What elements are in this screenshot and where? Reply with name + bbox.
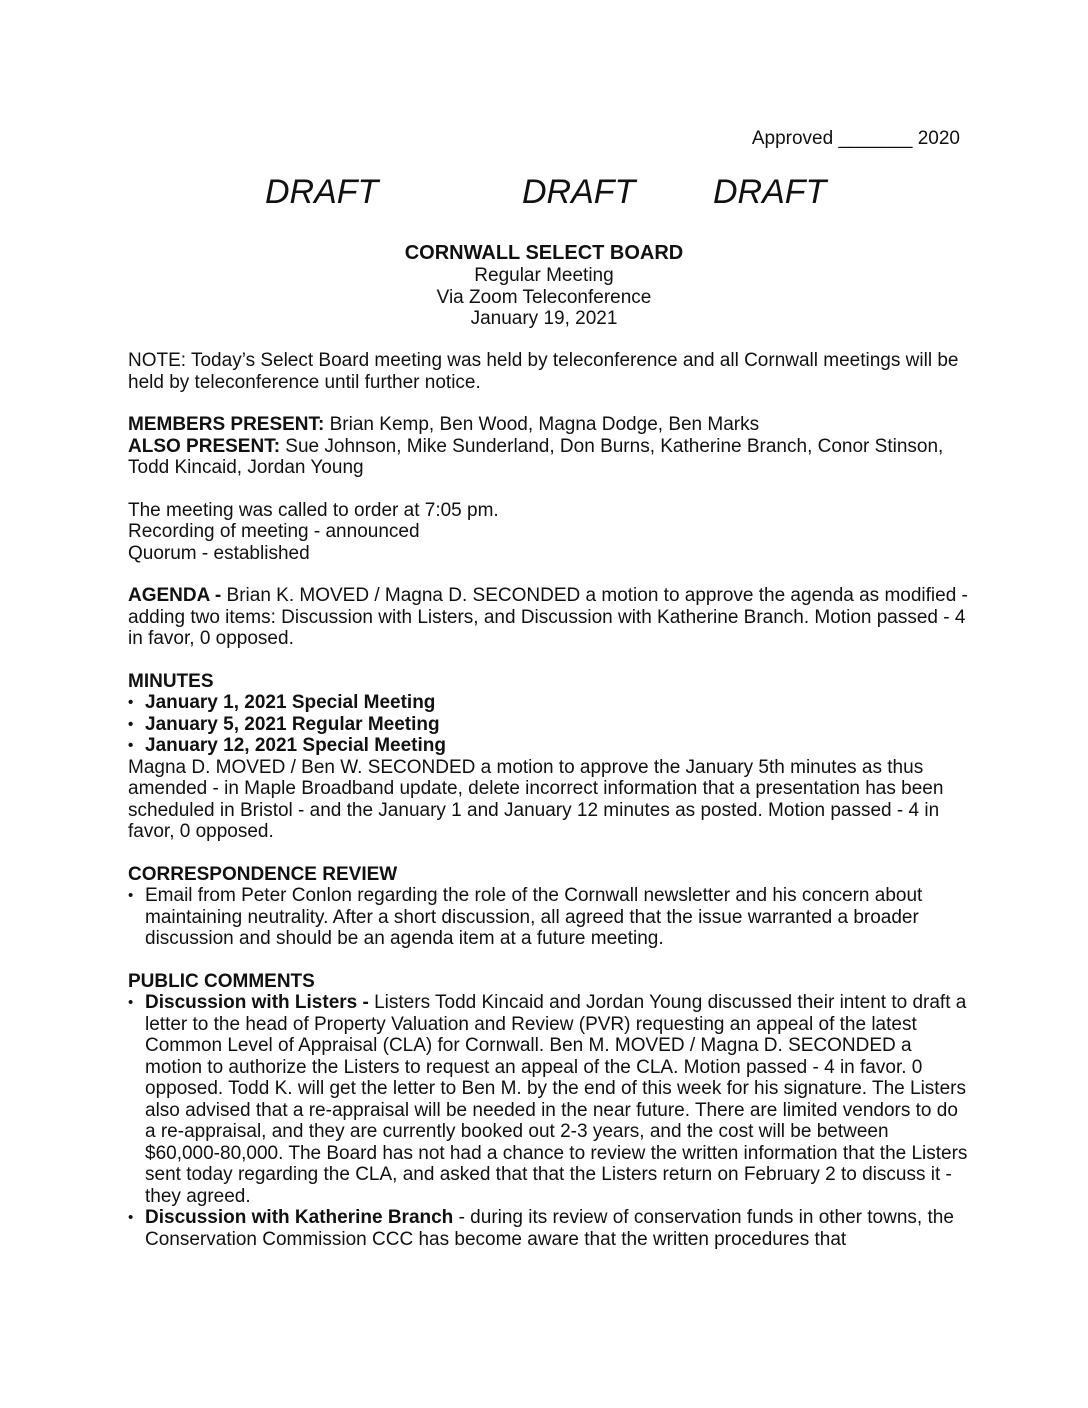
draft-watermark: DRAFT (522, 173, 636, 211)
members-list: Brian Kemp, Ben Wood, Magna Dodge, Ben Marks (324, 414, 760, 435)
also-list: Sue Johnson, Mike Sunderland, Don Burns, Katherine Branch, Conor Stinson, Todd Kincaid, Jordan Young (128, 435, 944, 478)
list-item: • Email from Peter Conlon regarding the role of the Cornwall newsletter and his concern about maintaining neutrality. After a short discussion, all agreed that the issue warranted a broader discussion and should be an agenda item at a future meeting. (128, 885, 968, 950)
draft-watermark: DRAFT (713, 173, 827, 211)
minutes-list (128, 692, 968, 757)
correspondence-list (128, 885, 968, 950)
agenda-text: Brian K. MOVED / Magna D. SECONDED a motion to approve the agenda as modified - adding two items: Discussion with Listers, and Discussion with Katherine Branch. Motion passed - 4 in favor, 0 opposed. (128, 585, 968, 649)
list-item (128, 1207, 968, 1250)
document-header (0, 241, 1088, 330)
correspondence-heading: CORRESPONDENCE REVIEW (128, 863, 398, 885)
also-label: ALSO PRESENT: (128, 435, 281, 457)
agenda-label: AGENDA - (128, 585, 222, 606)
item-label: Discussion with Katherine Branch (145, 1207, 454, 1228)
meeting-date: January 19, 2021 (470, 308, 618, 329)
draft-watermark: DRAFT (265, 173, 379, 211)
call-to-order: The meeting was called to order at 7:05 pm. (128, 499, 499, 521)
list-item: • January 12, 2021 Special Meeting (128, 735, 968, 757)
minutes-motion: Magna D. MOVED / Ben W. SECONDED a motion to approve the January 5th minutes as thus amended - in Maple Broadband update, delete incorrect information that a presentation has been scheduled in Bristol - and the January 1 and January 12 minutes as posted. Motion passed - 4 in favor, 0 opposed. (128, 756, 944, 842)
list-item (128, 992, 968, 1207)
agenda-paragraph (128, 585, 968, 650)
quorum-note: Quorum - established (128, 542, 310, 564)
item-text: Listers Todd Kincaid and Jordan Young discussed their intent to draft a letter to the head of Property Valuation and Review (PVR) requesting an appeal of the latest Common Level of Appraisal (CLA) for Cornwall. Ben M. MOVED / Magna D. SECONDED a motion to authorize the Listers to request an appeal of the CLA. Motion passed - 4 in favor. 0 opposed. Todd K. will get the letter to Ben M. by the end of this week for his signature. The Listers also advised that a re-appraisal will be needed in the near future. There are limited vendors to do a re-appraisal, and they are currently booked out 2-3 years, and the cost will be between $60,000-80,000. The Board has not had a chance to review the written information that the Listers sent today regarding the CLA, and asked that that the Listers return on February 2 to discuss it - they agreed. (145, 992, 968, 1207)
document-body (128, 350, 968, 1250)
meeting-type: Regular Meeting (474, 265, 614, 286)
recording-note: Recording of meeting - announced (128, 521, 420, 542)
also-present (128, 436, 968, 479)
list-item: • January 1, 2021 Special Meeting (128, 692, 968, 714)
members-present (128, 414, 968, 436)
board-title: CORNWALL SELECT BOARD (404, 242, 684, 264)
public-comments-list (128, 992, 968, 1250)
item-label: Discussion with Listers - (145, 992, 369, 1013)
members-label: MEMBERS PRESENT: (128, 414, 325, 435)
approval-line: Approved _______ 2020 (751, 128, 960, 149)
public-comments-heading: PUBLIC COMMENTS (128, 970, 315, 992)
minutes-heading: MINUTES (128, 670, 214, 692)
item-text: - during its review of conservation funds in other towns, the Conservation Commission CCC has become aware that the written procedures that (145, 1207, 954, 1250)
note-paragraph: NOTE: Today’s Select Board meeting was held by teleconference and all Cornwall meetings will be held by teleconference until further notice. (128, 350, 959, 393)
meeting-venue: Via Zoom Teleconference (436, 286, 652, 308)
list-item: • January 5, 2021 Regular Meeting (128, 714, 968, 736)
